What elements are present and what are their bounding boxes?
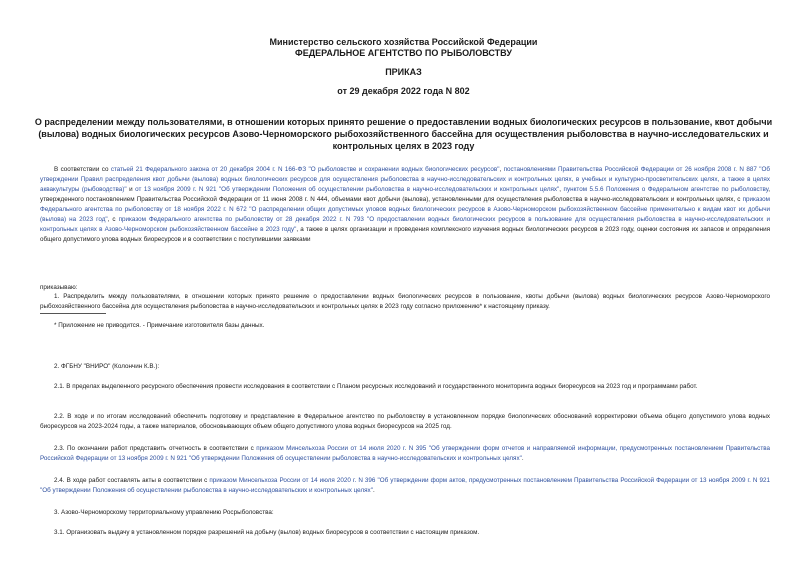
- preamble-text: , а также в целях организации и проведения комплексного изучения водных биологических ресурсов в 2023 году, оценки состояния их запасов и определения общего допустимого улова водных биоресурсов и в соответствии с поступившими заявками: [40, 226, 770, 243]
- item-text: .: [372, 487, 375, 494]
- link-federal-law-166[interactable]: статьей 21 Федерального закона от 20 декабря 2004 г. N 166-ФЗ "О рыболовстве и сохранении водных биологических ресурсов": [110, 166, 500, 173]
- item-2-1: 2.1. В пределах выделенного ресурсного обеспечения провести исследования в соответствии с Планом ресурсных исследований и государственного мониторинга водных биоресурсов на 2023 год и программами работ.: [54, 383, 698, 390]
- preamble-text: В соответствии со: [54, 166, 111, 173]
- item-2-3: [40, 444, 770, 464]
- link-decree-887[interactable]: постановлениями Правительства Российской Федерации от 26 ноября 2008 г. N 887 "Об утверждении Правил распределения квот добычи (вылова) водных биологических ресурсов для осуществления рыболовства в научно-исследовательских и контрольных целях, в учебных и культурно-просветительских целях, а также в целях аквакультуры (рыбоводства)": [40, 166, 770, 193]
- footnote: * Приложение не приводится. - Примечание изготовителя базы данных.: [54, 322, 265, 329]
- preamble-text: , с: [107, 216, 119, 223]
- agency-name: ФЕДЕРАЛЬНОЕ АГЕНТСТВО ПО РЫБОЛОВСТВУ: [295, 48, 512, 58]
- document-title: О распределении между пользователями, в отношении которых принято решение о предоставлении водных биологических ресурсов в пользование, квот добычи (вылова) водных биологических ресурсов Азово-Черноморского рыбохозяйственного бассейна для осуществления рыболовства в научно-исследовательских и контрольных целях в 2023 году: [34, 117, 773, 151]
- item-text: 2.4. В ходе работ составлять акты в соответствии с: [54, 477, 210, 484]
- preamble-paragraph: [40, 165, 770, 245]
- order-word: приказываю:: [40, 284, 78, 291]
- document-type: ПРИКАЗ: [385, 67, 422, 77]
- link-order-395[interactable]: приказом Минсельхоза России от 14 июля 2020 г. N 395 "Об утверждении форм отчетов и направляемой информации, предусмотренных постановлением Правительства Российской Федерации от 13 ноября 2009 г. N 921 "Об утверждении Положения об осуществлении рыболовства в научно-исследовательских и контрольных целях": [40, 445, 770, 462]
- document-date-number: от 29 декабря 2022 года N 802: [337, 86, 470, 96]
- item-text: .: [521, 455, 524, 462]
- ministry-name: Министерство сельского хозяйства Российской Федерации: [269, 37, 538, 47]
- preamble-text: ,: [499, 166, 504, 173]
- preamble-text: , утвержденного постановлением Правительства Российской Федерации от 11 июня 2008 г. N 444, объемами квот добычи (вылова), установленными для осуществления рыболовства в научно-исследовательских и контрольных целях, с: [40, 186, 770, 203]
- item-text: 2.3. По окончании работ представить отчетность в соответствии с: [54, 445, 257, 452]
- item-1: 1. Распределить между пользователями, в отношении которых принято решение о предоставлении водных биологических ресурсов в пользование, квоты добычи (вылова) водных биологических ресурсов Азово-Черноморского рыбохозяйственного бассейна для осуществления рыболовства в научно-исследовательских и контрольных целях в 2023 году согласно приложению* к настоящему приказу.: [40, 293, 770, 310]
- link-regulation-5-5-6[interactable]: пунктом 5.5.6 Положения о Федеральном агентстве по рыболовству: [563, 186, 769, 193]
- link-order-672[interactable]: приказом Федерального агентства по рыболовству от 18 ноября 2022 г. N 672 "О распределении общих допустимых уловов водных биологических ресурсов в Азово-Черноморском рыбохозяйственном бассейне применительно к видам квот их добычи (вылова) на 2023 год": [40, 196, 770, 223]
- item-3-1: 3.1. Организовать выдачу в установленном порядке разрешений на добычу (вылов) водных биоресурсов в соответствии с настоящим приказом.: [54, 529, 480, 536]
- item-2-4: [40, 476, 770, 496]
- item-2-2: 2.2. В ходе и по итогам исследований обеспечить подготовку и представление в Федеральное агентство по рыболовству в установленном порядке биологических обоснований корректировки объема общего допустимого улова водных биоресурсов на 2023-2024 годы, а также материалов, обосновывающих объем общего допустимого улова водных биоресурсов на 2025 год.: [40, 413, 770, 430]
- item-2: 2. ФГБНУ "ВНИРО" (Колончин К.В.):: [54, 363, 160, 370]
- link-order-793[interactable]: приказом Федерального агентства по рыболовству от 28 декабря 2022 г. N 793 "О предоставлении водных биологических ресурсов в пользование для осуществления рыболовства в научно-исследовательских и контрольных целях в Азово-Черноморском рыбохозяйственном бассейне в 2023 году": [40, 216, 770, 233]
- preamble-text: и: [126, 186, 136, 193]
- footnote-divider: [40, 313, 106, 314]
- preamble-text: ,: [559, 186, 564, 193]
- link-decree-921[interactable]: от 13 ноября 2009 г. N 921 "Об утверждении Положения об осуществлении рыболовства в научно-исследовательских и контрольных целях": [135, 186, 560, 193]
- link-order-396[interactable]: приказом Минсельхоза России от 14 июля 2020 г. N 396 "Об утверждении форм актов, предусмотренных постановлением Правительства Российской Федерации от 13 ноября 2009 г. N 921 "Об утверждении Положения об осуществлении рыболовства в научно-исследовательских и контрольных целях": [40, 477, 771, 494]
- item-3: 3. Азово-Черноморскому территориальному управлению Росрыболовства:: [54, 509, 274, 516]
